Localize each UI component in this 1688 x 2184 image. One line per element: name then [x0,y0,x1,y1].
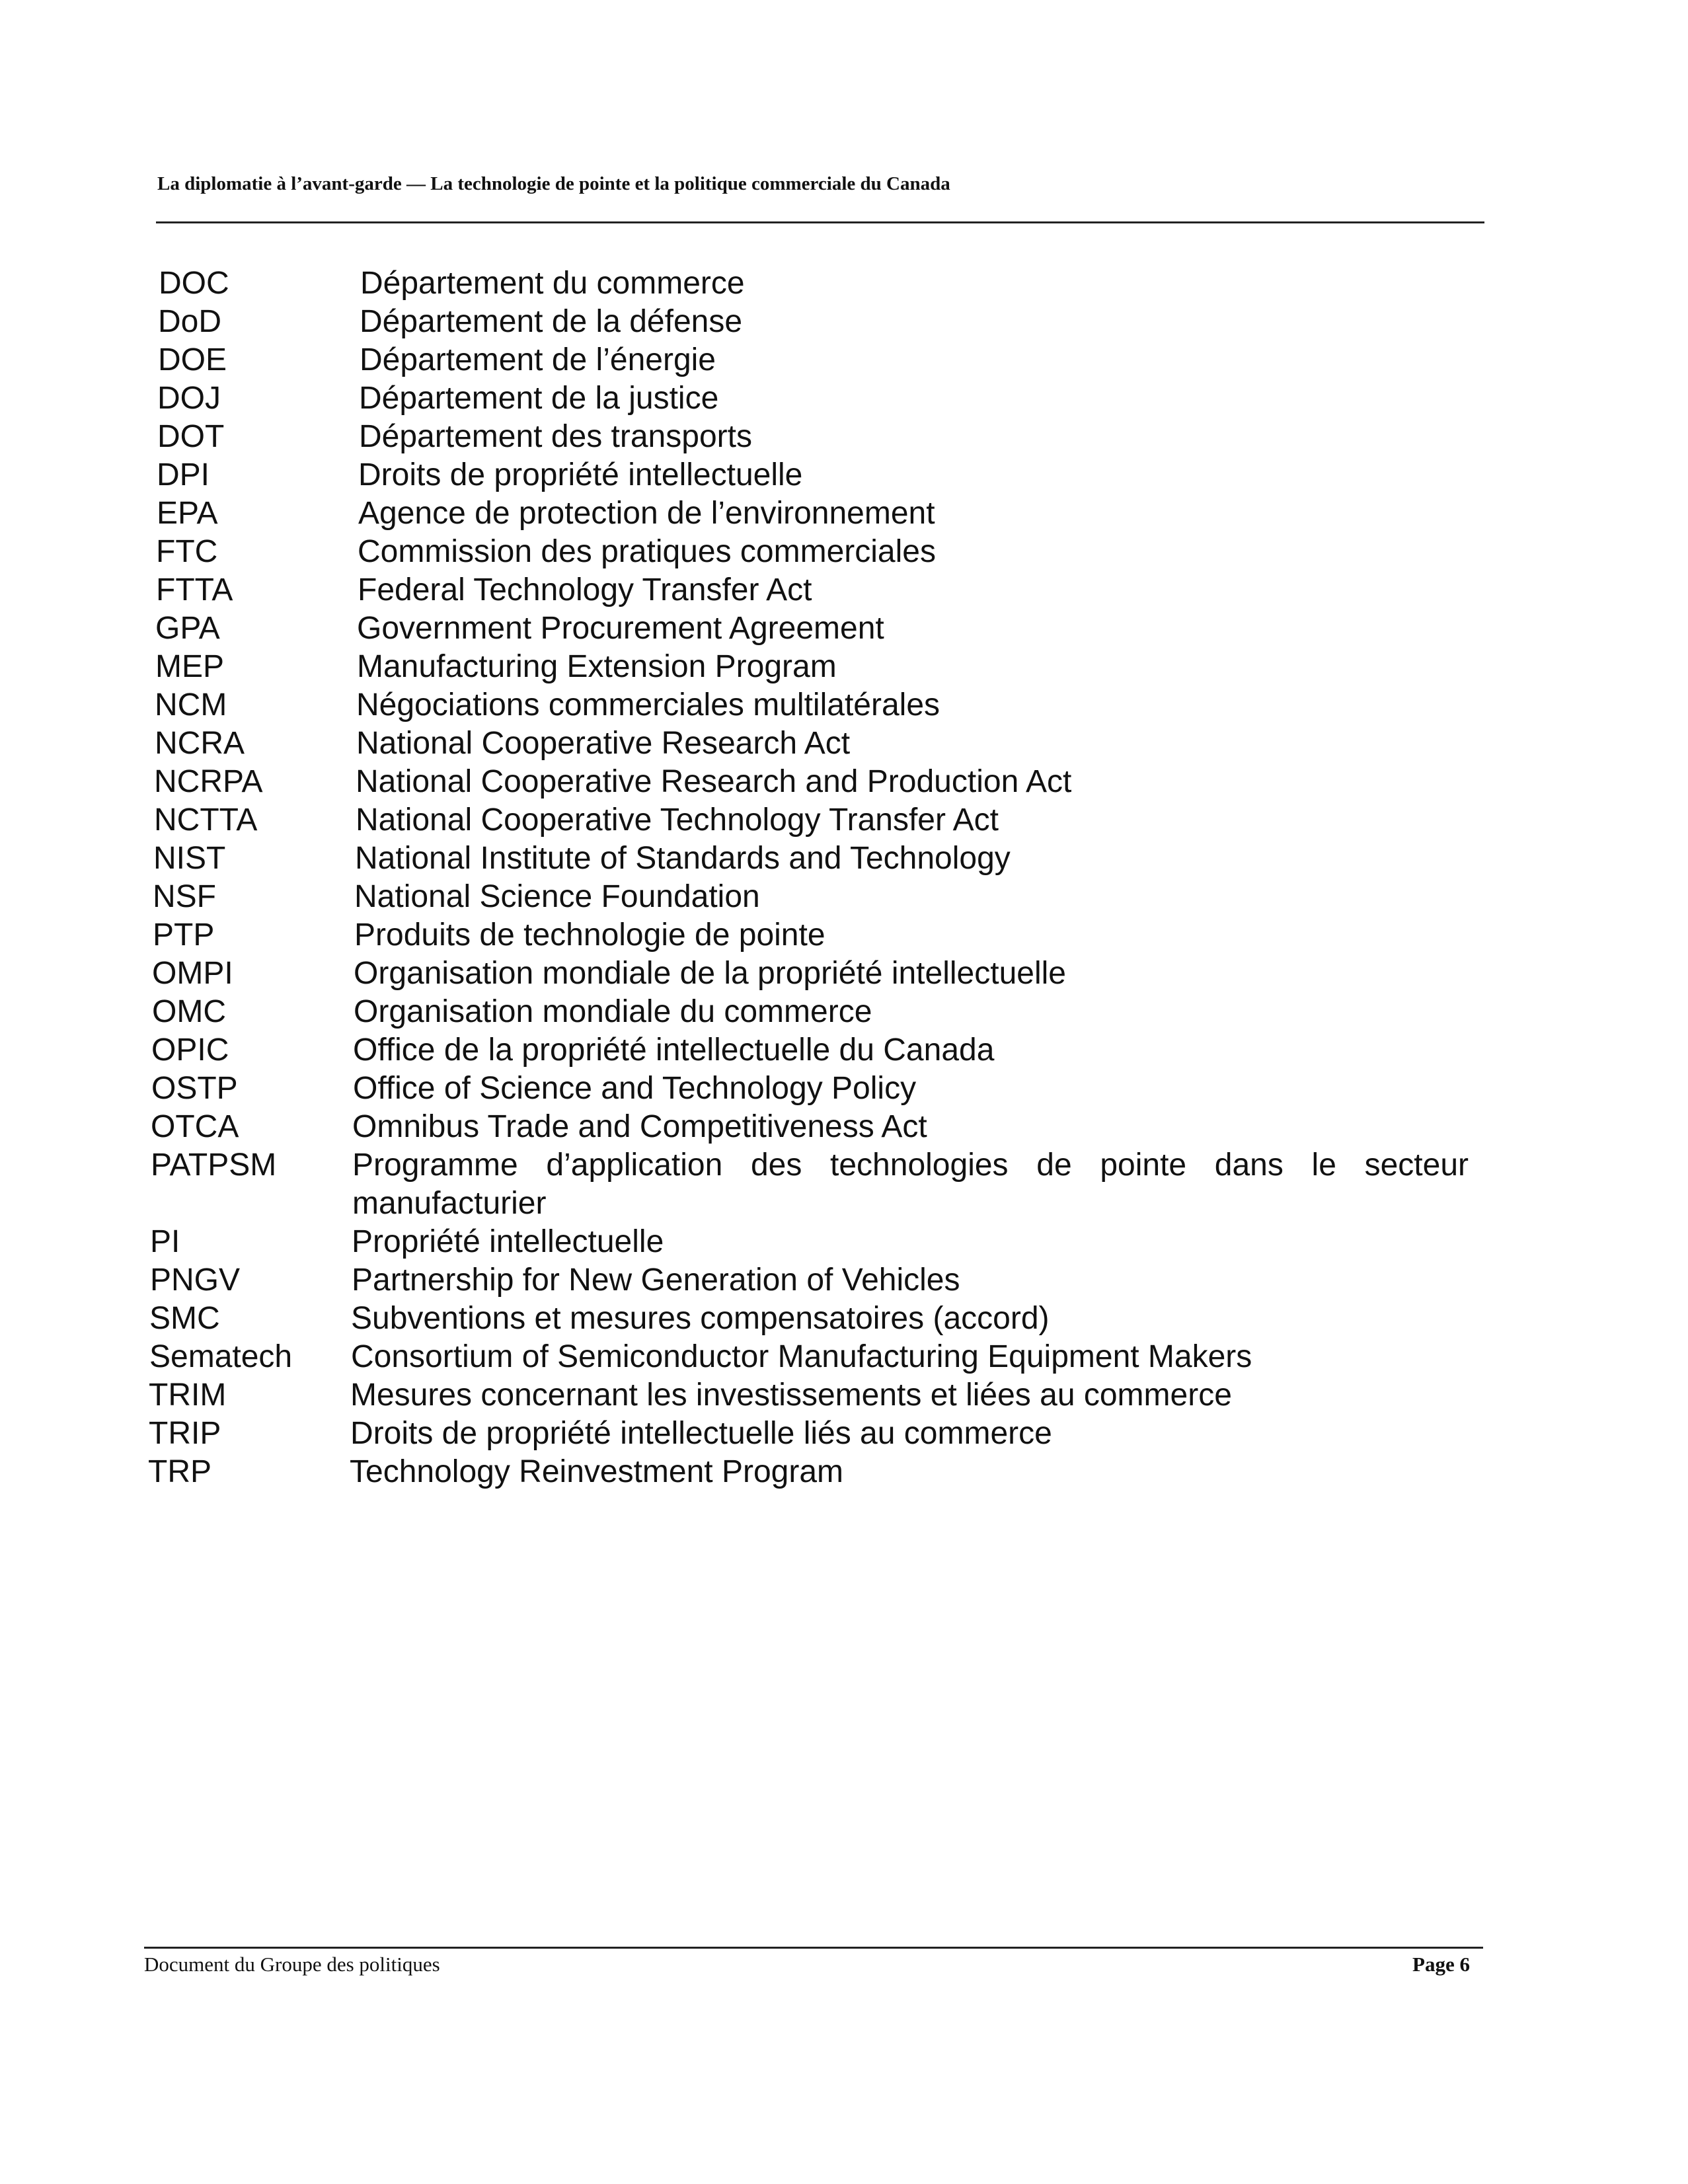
abbreviation-term: NSF [153,879,216,914]
abbreviation-term: DOC [159,266,229,301]
abbreviation-term: Sematech [149,1339,293,1374]
abbreviation-term: EPA [157,496,218,531]
abbreviation-definition: National Institute of Standards and Technology [355,841,1011,876]
abbreviation-term: OTCA [151,1109,239,1144]
abbreviation-definition: National Science Foundation [354,879,760,914]
footer-rule [144,1947,1483,1949]
abbreviation-definition: Produits de technologie de pointe [354,917,825,953]
abbreviation-term: OMPI [152,956,233,991]
abbreviation-definition: National Cooperative Research and Production Act [356,764,1072,799]
abbreviation-term: FTTA [156,572,233,607]
abbreviation-term: TRIP [149,1416,221,1451]
abbreviation-definition: Technology Reinvestment Program [350,1454,844,1489]
abbreviation-definition: Organisation mondiale de la propriété intellectuelle [354,956,1066,991]
page-number: Page 6 [1412,1953,1470,1976]
abbreviation-term: NIST [153,841,226,876]
abbreviation-definition: Département de la défense [360,304,743,339]
abbreviation-term: NCRA [155,726,245,761]
abbreviation-term: FTC [156,534,218,569]
abbreviation-definition: Omnibus Trade and Competitiveness Act [352,1109,927,1144]
abbreviation-term: MEP [155,649,225,684]
abbreviation-definition: Propriété intellectuelle [352,1224,664,1259]
abbreviation-definition: Négociations commerciales multilatérales [356,687,940,722]
abbreviation-term: SMC [149,1301,220,1336]
abbreviation-definition: Partnership for New Generation of Vehicles [352,1263,960,1298]
footer-document-title: Document du Groupe des politiques [144,1953,440,1976]
abbreviation-definition: Commission des pratiques commerciales [358,534,936,569]
abbreviation-term: PATPSM [151,1148,277,1183]
abbreviation-definition: National Cooperative Technology Transfer Act [356,802,999,838]
abbreviation-definition: Manufacturing Extension Program [357,649,837,684]
abbreviation-definition: Département du commerce [360,266,745,301]
abbreviation-term: DOE [158,342,227,377]
abbreviation-term: NCRPA [154,764,263,799]
abbreviation-definition: Federal Technology Transfer Act [358,572,812,607]
abbreviation-term: DOJ [157,381,221,416]
abbreviation-definition: Droits de propriété intellectuelle liés au commerce [350,1416,1052,1451]
abbreviation-term: DOT [157,419,225,454]
abbreviation-definition: National Cooperative Research Act [356,726,851,761]
abbreviation-definition: Département de l’énergie [360,342,716,377]
abbreviation-definition: Mesures concernant les investissements et liées au commerce [350,1378,1232,1413]
abbreviation-term: PNGV [150,1263,241,1298]
abbreviation-term: OSTP [151,1071,238,1106]
abbreviation-definition: Département de la justice [359,381,719,416]
running-header: La diplomatie à l’avant-garde — La technologie de pointe et la politique commerciale du Canada [157,173,950,194]
abbreviation-term: PTP [153,917,215,953]
abbreviation-term: NCTTA [154,802,258,838]
abbreviation-definition: Programme d’application des technologies de pointe dans le secteur manufacturier [352,1148,1469,1221]
abbreviation-definition: Consortium of Semiconductor Manufacturing Equipment Makers [351,1339,1252,1374]
abbreviation-term: PI [150,1224,180,1259]
abbreviation-definition: Département des transports [359,419,752,454]
abbreviation-definition: Government Procurement Agreement [357,611,884,646]
header-rule [156,221,1484,223]
abbreviation-definition: Office de la propriété intellectuelle du Canada [353,1033,995,1068]
abbreviation-term: DPI [157,457,210,492]
abbreviation-definition: Office of Science and Technology Policy [353,1071,917,1106]
abbreviation-definition: Agence de protection de l’environnement [358,496,935,531]
abbreviation-term: NCM [155,687,227,722]
abbreviation-term: GPA [155,611,220,646]
abbreviation-term: TRP [148,1454,211,1489]
abbreviation-term: DoD [158,304,222,339]
abbreviation-definition: Subventions et mesures compensatoires (accord) [351,1301,1050,1336]
abbreviation-definition: Droits de propriété intellectuelle [358,457,803,492]
abbreviation-term: OPIC [151,1033,229,1068]
abbreviation-term: TRIM [149,1378,227,1413]
abbreviation-definition: Organisation mondiale du commerce [354,994,872,1029]
abbreviation-term: OMC [152,994,226,1029]
